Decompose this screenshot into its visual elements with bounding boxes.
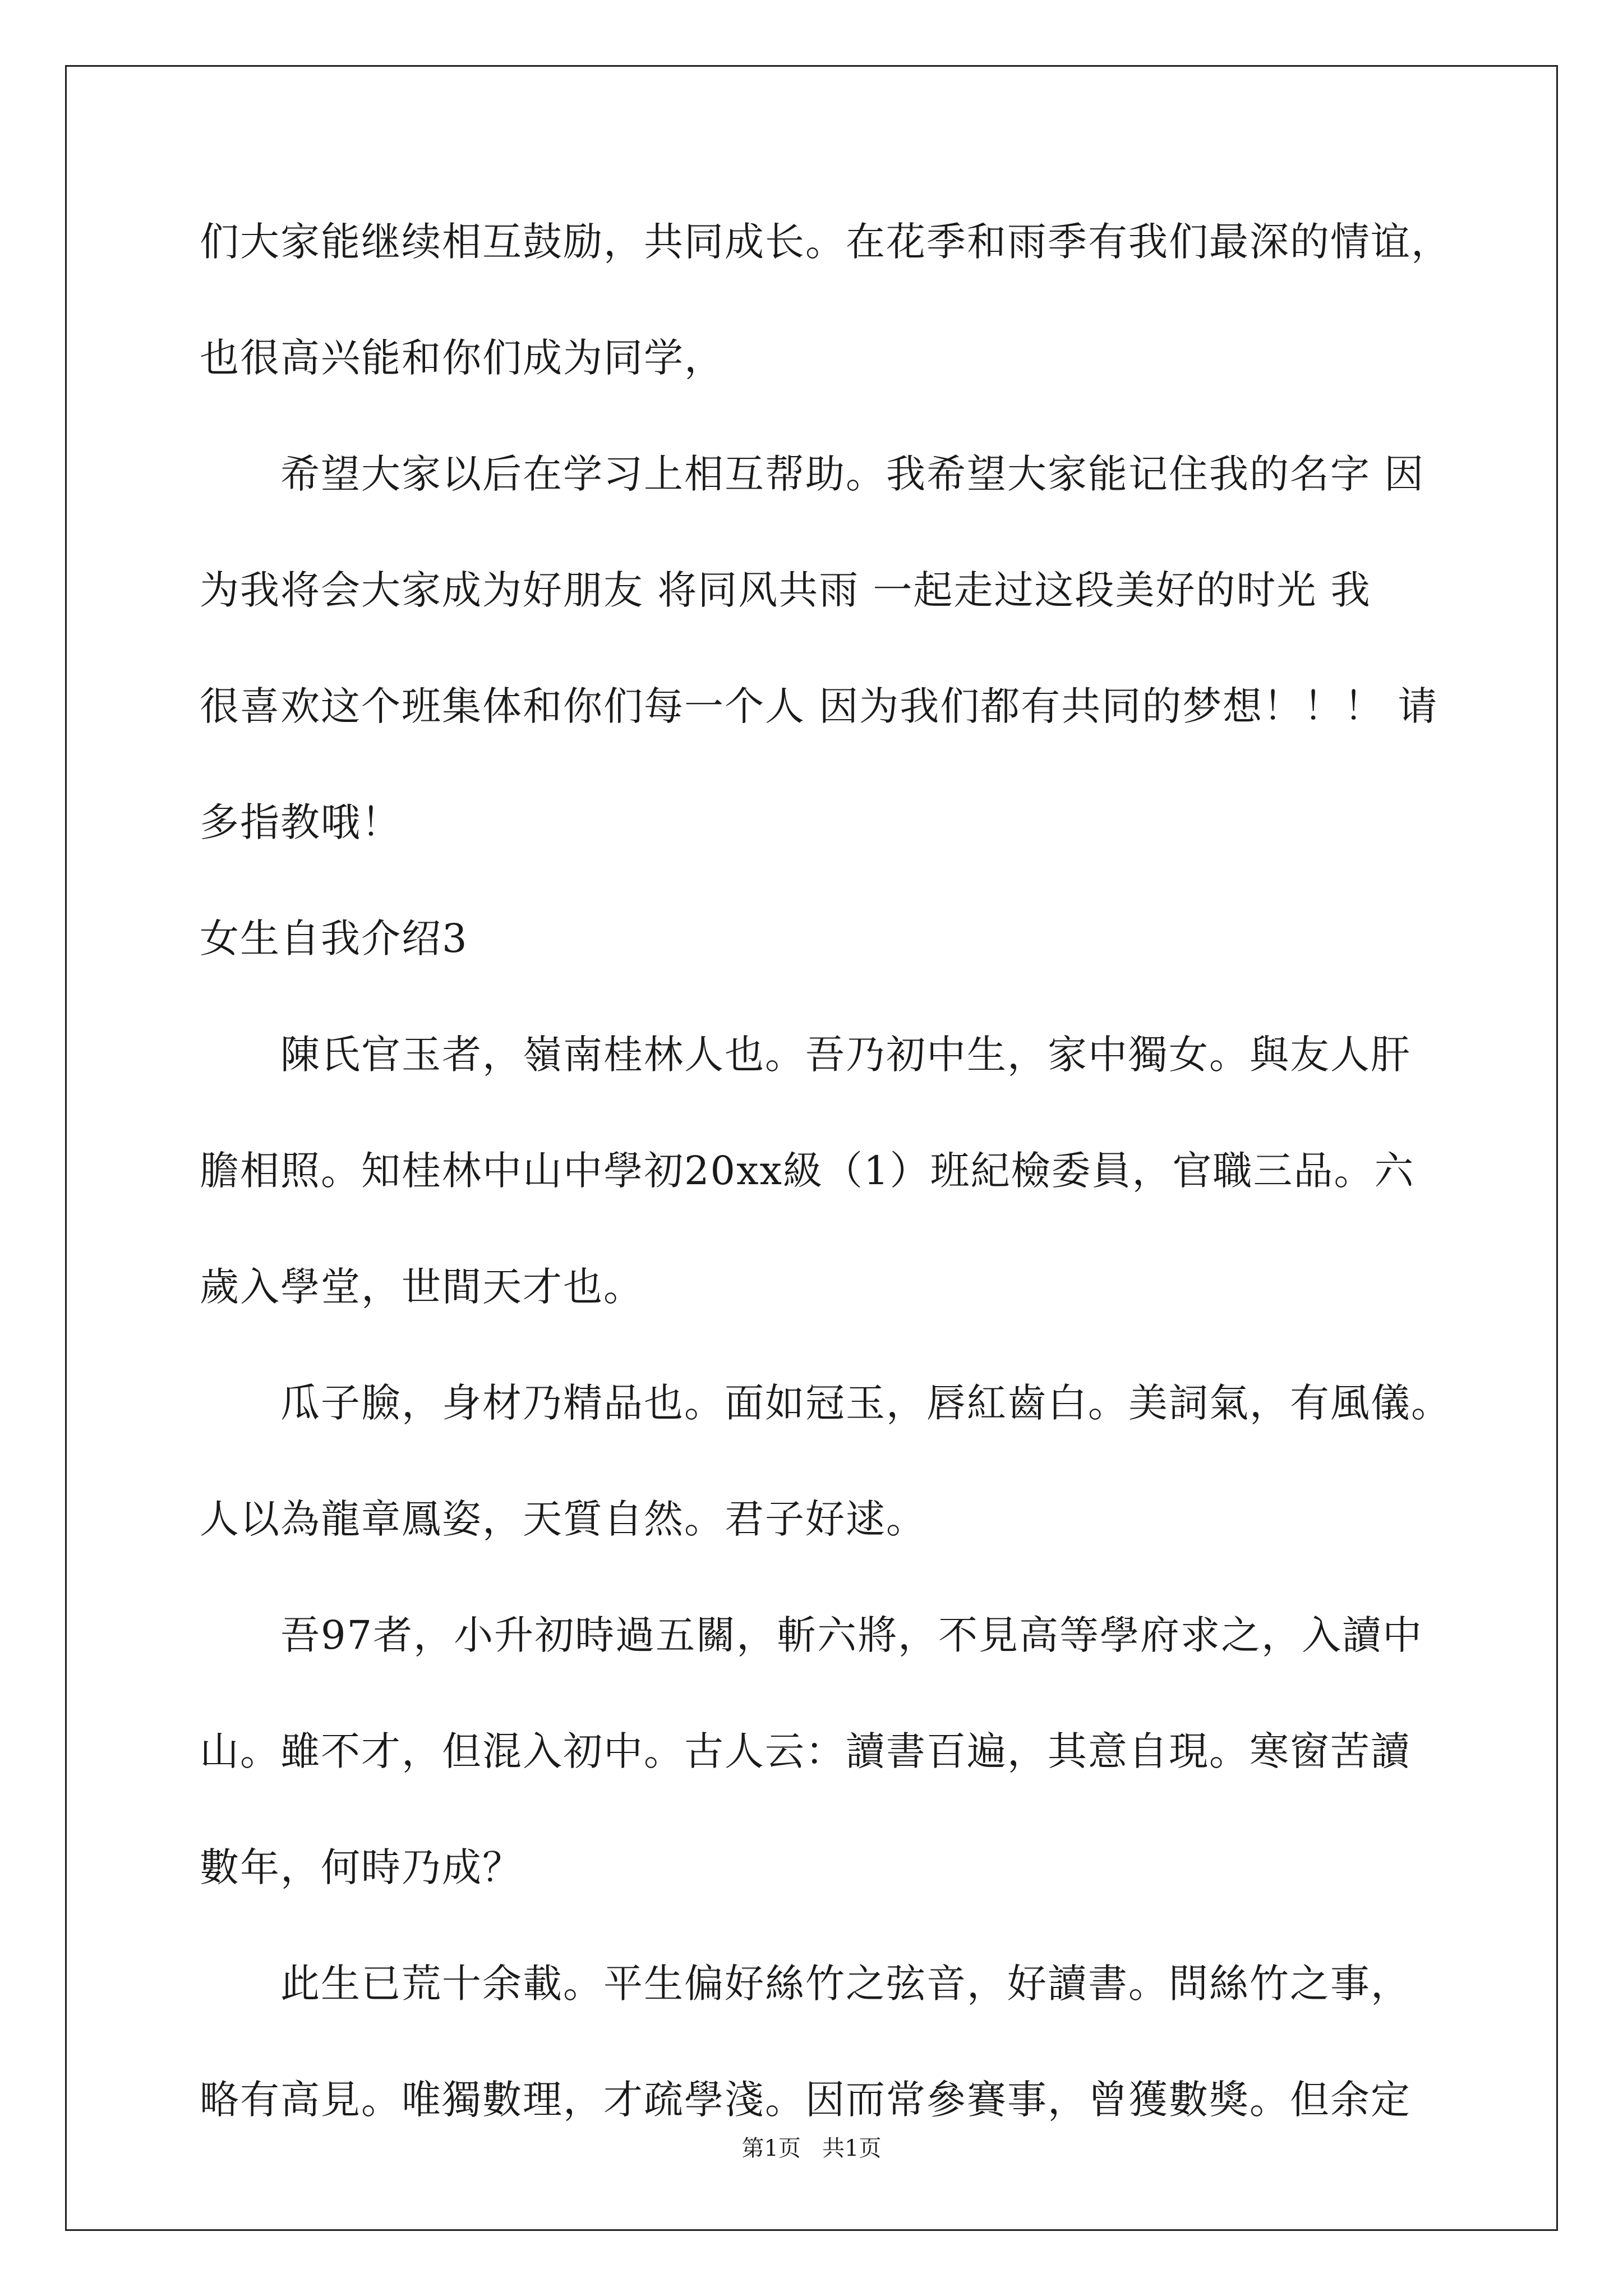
section-heading: 女生自我介绍3 (200, 915, 468, 961)
text-line: 歲入學堂，世間天才也。 (200, 1264, 644, 1310)
text-line: 希望大家以后在学习上相互帮助。我希望大家能记住我的名字 因 (200, 451, 1425, 497)
text-line: 人以為龍章鳳姿，天質自然。君子好逑。 (200, 1496, 926, 1542)
text-line: 为我将会大家成为好朋友 将同风共雨 一起走过这段美好的时光 我 (200, 567, 1371, 613)
text-line: 陳氏官玉者，嶺南桂林人也。吾乃初中生，家中獨女。與友人肝 (200, 1032, 1411, 1078)
text-line: 瓜子臉，身材乃精品也。面如冠玉，唇紅齒白。美詞氣，有風儀。 (200, 1380, 1451, 1426)
page-footer: 第1页 共1页 (741, 2136, 882, 2161)
text-line: 们大家能继续相互鼓励，共同成长。在花季和雨季有我们最深的情谊， (200, 219, 1451, 265)
text-line: 此生已荒十余載。平生偏好絲竹之弦音，好讀書。問絲竹之事， (200, 1961, 1411, 2007)
text-line: 吾97者，小升初時過五關，斬六將，不見高等學府求之，入讀中 (200, 1612, 1423, 1658)
text-line: 也很高兴能和你们成为同学， (200, 335, 725, 381)
text-line: 很喜欢这个班集体和你们每一个人 因为我们都有共同的梦想！！！ 请 (200, 683, 1438, 729)
text-line: 略有高見。唯獨數理，才疏學淺。因而常參賽事，曾獲數獎。但余定 (200, 2077, 1411, 2123)
text-line: 數年，何時乃成？ (200, 1844, 523, 1890)
text-line: 膽相照。知桂林中山中學初20xx級（1）班紀檢委員，官職三品。六 (200, 1148, 1415, 1194)
text-line: 山。雖不才，但混入初中。古人云：讀書百遍，其意自現。寒窗苦讀 (200, 1728, 1411, 1774)
text-line: 多指教哦！ (200, 799, 402, 845)
